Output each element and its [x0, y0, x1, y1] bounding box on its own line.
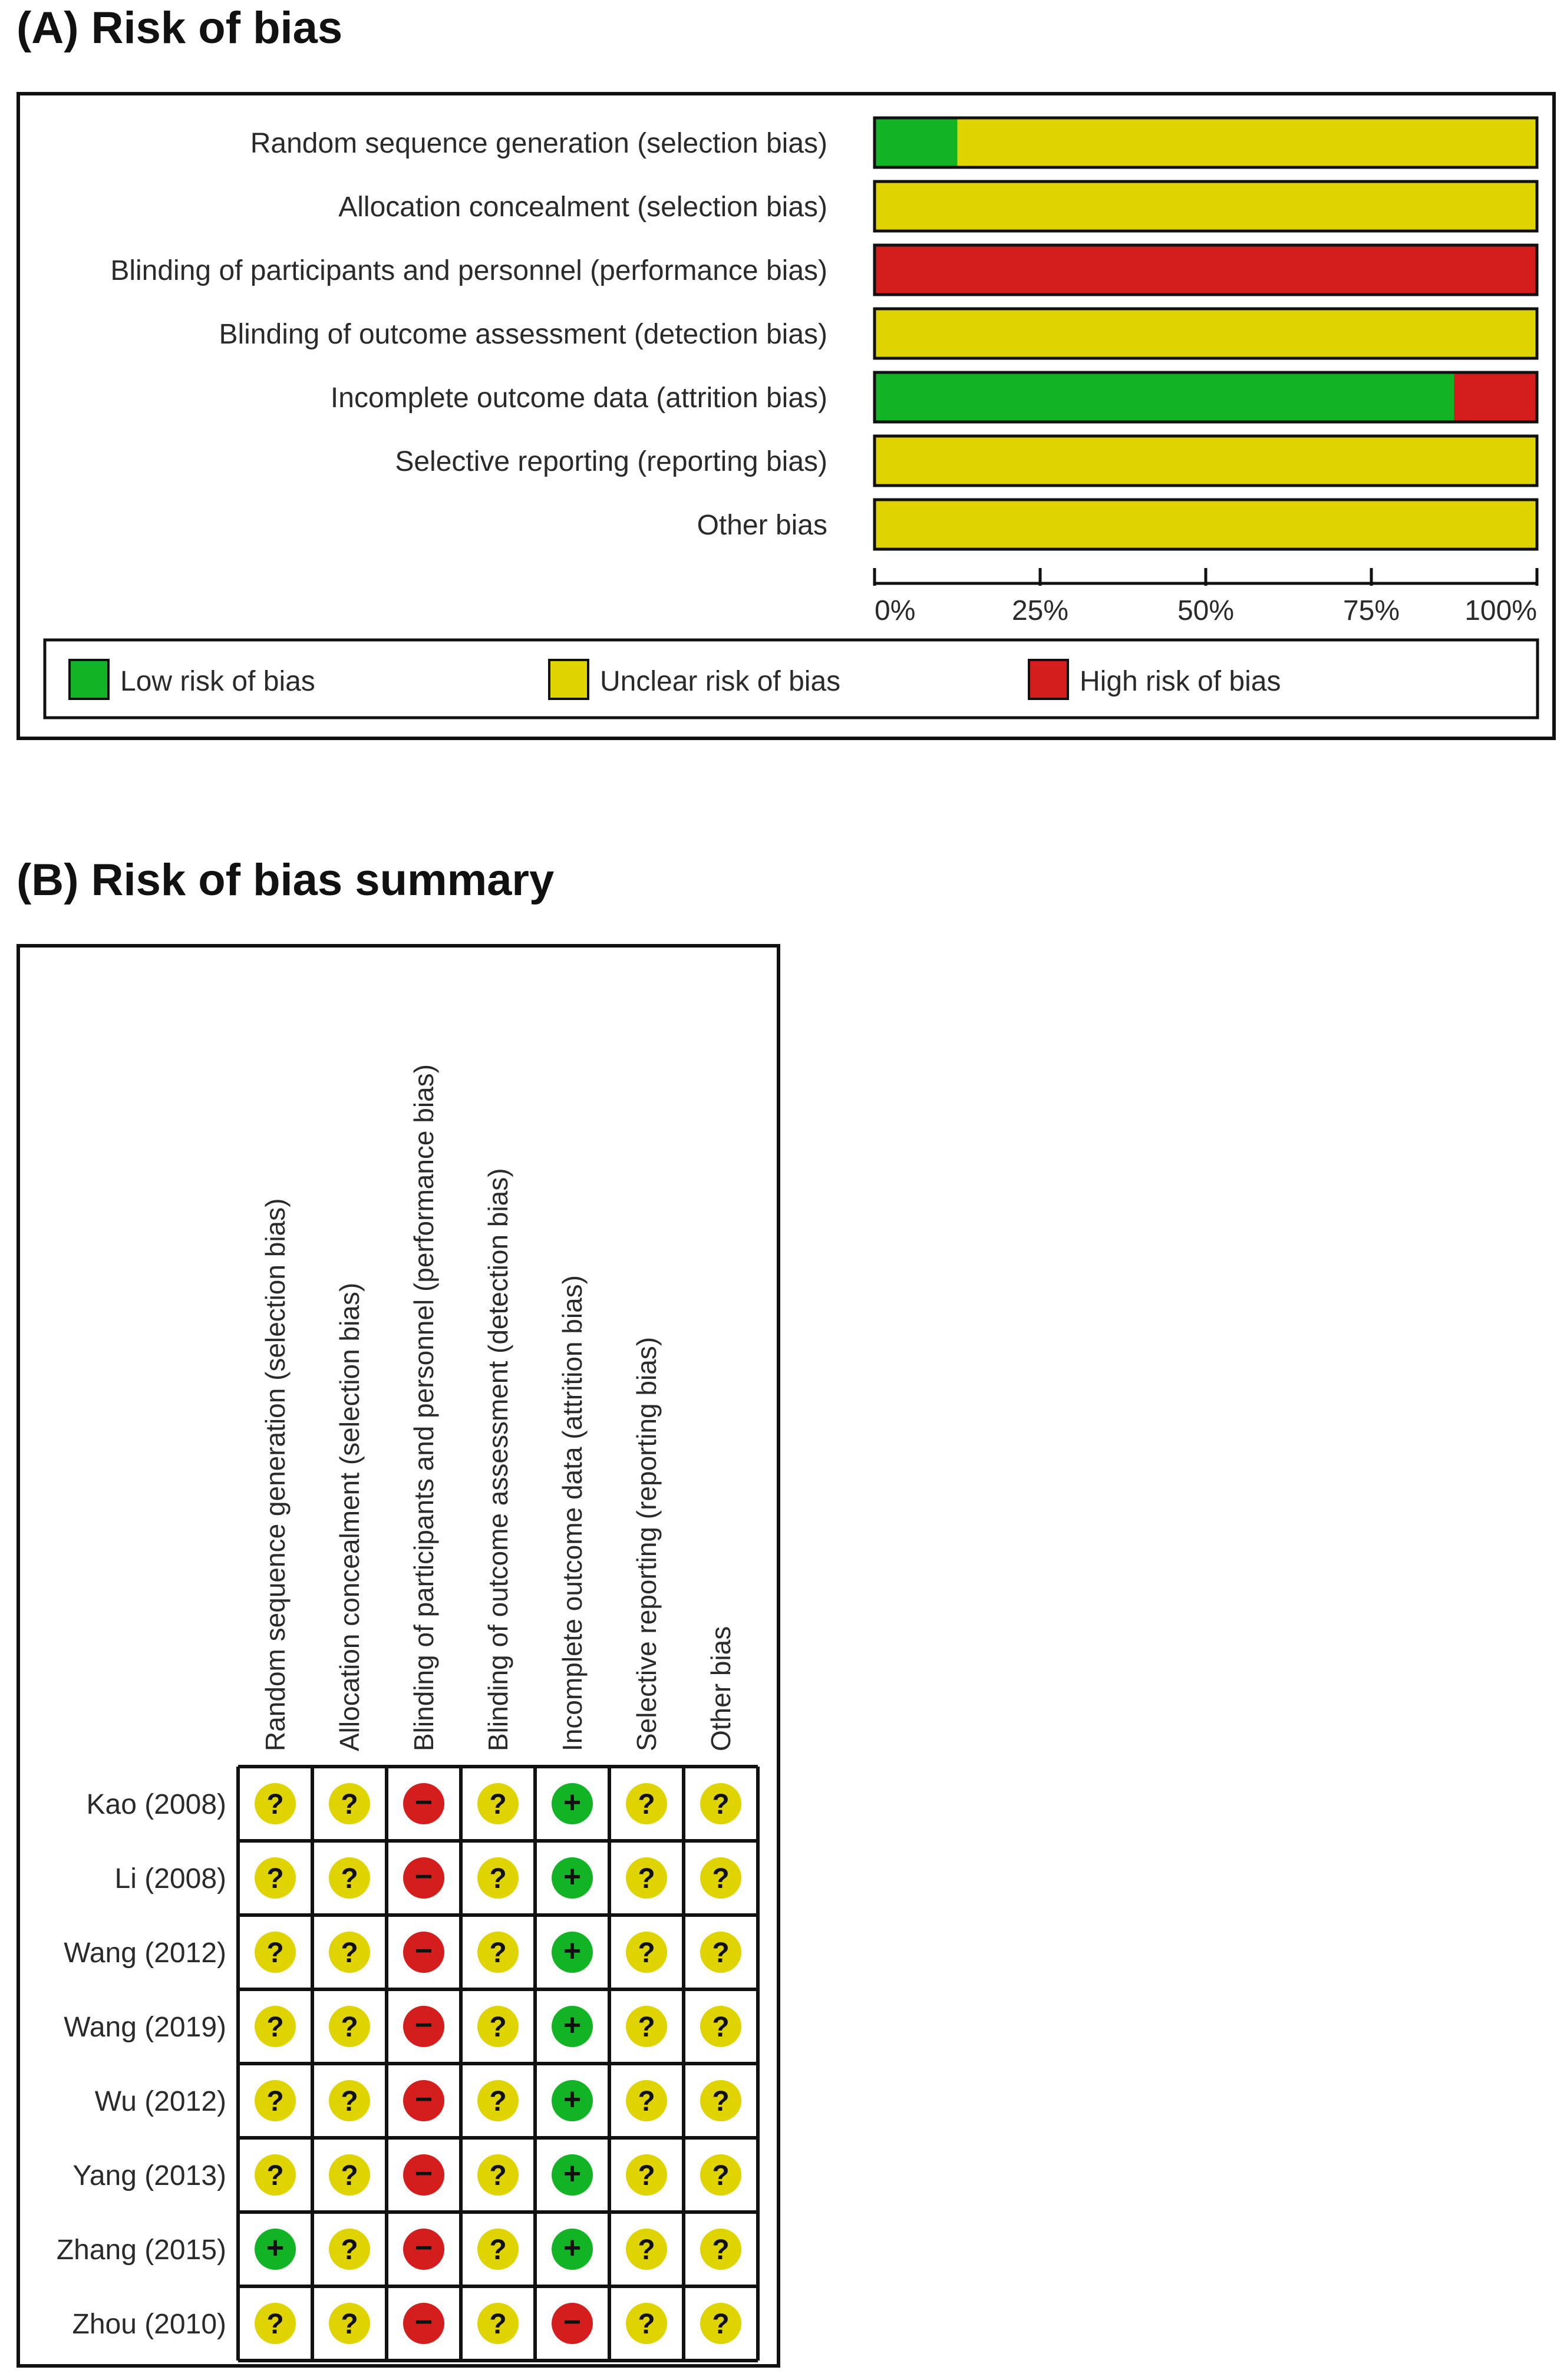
rating-unclear-icon: [329, 2229, 370, 2270]
study-label: Zhou (2010): [72, 2309, 226, 2340]
rating-symbol: ?: [266, 2309, 284, 2340]
bar-group-5: [331, 372, 1537, 422]
rating-unclear-icon: [626, 1783, 667, 1824]
legend-label: Unclear risk of bias: [600, 666, 841, 697]
column-header: Random sequence generation (selection bias): [260, 1198, 291, 1751]
rating-unclear-icon: [626, 2006, 667, 2047]
study-label: Wang (2012): [64, 1937, 226, 1969]
rating-high-icon: [403, 2229, 444, 2270]
bar-group-7: [697, 500, 1537, 549]
rating-unclear-icon: [329, 2154, 370, 2196]
rating-low-icon: [552, 1857, 593, 1899]
column-header: Blinding of participants and personnel (performance bias): [408, 1064, 439, 1751]
rating-unclear-icon: [477, 2080, 519, 2121]
rating-unclear-icon: [626, 1932, 667, 1973]
column-header: Blinding of outcome assessment (detection bias): [483, 1168, 513, 1751]
rating-symbol: −: [414, 2082, 433, 2117]
column-header: Allocation concealment (selection bias): [334, 1282, 365, 1751]
rating-symbol: −: [563, 2305, 582, 2339]
bar-group-6: [395, 436, 1537, 486]
rating-high-icon: [552, 2303, 593, 2344]
rating-unclear-icon: [329, 2080, 370, 2121]
legend-swatch: [549, 660, 588, 699]
x-tick-label: 100%: [1464, 595, 1537, 626]
rating-unclear-icon: [626, 2303, 667, 2344]
rating-symbol: ?: [638, 2234, 655, 2266]
rating-unclear-icon: [626, 2229, 667, 2270]
rating-unclear-icon: [255, 2006, 296, 2047]
rating-low-icon: [552, 2006, 593, 2047]
study-label: Wang (2019): [64, 2012, 226, 2043]
bar-group-3: [110, 245, 1537, 295]
x-tick-label: 0%: [875, 595, 916, 626]
category-label: Allocation concealment (selection bias): [338, 192, 827, 223]
column-header: Other bias: [705, 1626, 736, 1751]
rating-unclear-icon: [477, 2303, 519, 2344]
rating-symbol: −: [414, 2231, 433, 2265]
bar-segment-unclear: [875, 500, 1537, 549]
rating-symbol: ?: [638, 2160, 655, 2191]
rating-symbol: ?: [266, 1937, 284, 1969]
legend-label: Low risk of bias: [120, 666, 315, 697]
study-label: Wu (2012): [94, 2086, 226, 2117]
rating-unclear-icon: [626, 2080, 667, 2121]
rating-high-icon: [403, 2154, 444, 2196]
rating-unclear-icon: [477, 1783, 519, 1824]
rating-unclear-icon: [477, 2229, 519, 2270]
rating-symbol: +: [563, 2157, 582, 2191]
rating-high-icon: [403, 2080, 444, 2121]
rating-unclear-icon: [477, 2154, 519, 2196]
rating-symbol: ?: [489, 2234, 507, 2266]
rating-symbol: ?: [266, 2160, 284, 2191]
rating-unclear-icon: [626, 2154, 667, 2196]
rating-low-icon: [552, 2229, 593, 2270]
rating-unclear-icon: [700, 1783, 741, 1824]
bar-segment-unclear: [875, 436, 1537, 486]
bar-segment-unclear: [875, 309, 1537, 358]
panel-b-title: (B) Risk of bias summary: [17, 855, 555, 905]
rating-low-icon: [552, 2080, 593, 2121]
rating-unclear-icon: [329, 1932, 370, 1973]
rating-symbol: ?: [266, 2086, 284, 2117]
legend-swatch: [70, 660, 108, 699]
rating-symbol: ?: [638, 2012, 655, 2043]
legend-label: High risk of bias: [1080, 666, 1281, 697]
rating-unclear-icon: [626, 1857, 667, 1899]
legend-item-unclear: [549, 660, 840, 699]
rating-symbol: ?: [266, 1863, 284, 1894]
rating-low-icon: [552, 2154, 593, 2196]
rating-high-icon: [403, 2303, 444, 2344]
rating-symbol: ?: [638, 1789, 655, 1820]
study-label: Kao (2008): [86, 1789, 226, 1820]
bar-segment-low: [875, 118, 958, 167]
column-header: Incomplete outcome data (attrition bias): [557, 1275, 588, 1751]
rating-symbol: ?: [341, 2086, 358, 2117]
rating-high-icon: [403, 1857, 444, 1899]
study-label: Yang (2013): [72, 2160, 226, 2191]
rating-low-icon: [552, 1932, 593, 1973]
rating-low-icon: [255, 2229, 296, 2270]
bar-segment-high: [875, 245, 1537, 295]
legend-item-low: [70, 660, 315, 699]
bar-segment-unclear: [958, 118, 1538, 167]
rating-symbol: ?: [341, 2309, 358, 2340]
rating-unclear-icon: [700, 2006, 741, 2047]
x-tick-label: 75%: [1342, 595, 1400, 626]
rating-symbol: ?: [341, 2012, 358, 2043]
rating-symbol: −: [414, 1785, 433, 1820]
rating-symbol: ?: [712, 2234, 730, 2266]
rating-symbol: ?: [341, 2160, 358, 2191]
rating-unclear-icon: [255, 2080, 296, 2121]
rating-symbol: ?: [638, 1937, 655, 1969]
rating-unclear-icon: [329, 1783, 370, 1824]
category-label: Selective reporting (reporting bias): [395, 446, 827, 477]
bar-group-2: [338, 181, 1537, 231]
rating-symbol: +: [563, 1860, 582, 1894]
rating-symbol: ?: [489, 2309, 507, 2340]
rating-symbol: −: [414, 1860, 433, 1894]
rating-symbol: ?: [489, 1789, 507, 1820]
study-label: Li (2008): [114, 1863, 226, 1894]
category-label: Random sequence generation (selection bias): [250, 128, 827, 159]
rating-symbol: ?: [489, 2160, 507, 2191]
bar-segment-unclear: [875, 181, 1537, 231]
rating-symbol: +: [563, 1934, 582, 1968]
rating-symbol: −: [414, 1934, 433, 1968]
bar-segment-high: [1454, 372, 1538, 422]
x-tick-label: 25%: [1011, 595, 1069, 626]
legend-item-high: [1029, 660, 1281, 699]
legend-swatch: [1029, 660, 1068, 699]
rating-unclear-icon: [329, 2303, 370, 2344]
rating-symbol: ?: [341, 2234, 358, 2266]
category-label: Other bias: [697, 510, 827, 541]
rating-symbol: −: [414, 2305, 433, 2339]
rating-symbol: ?: [638, 2309, 655, 2340]
rating-unclear-icon: [477, 2006, 519, 2047]
rating-unclear-icon: [255, 1932, 296, 1973]
bar-group-1: [250, 118, 1537, 167]
x-tick-label: 50%: [1177, 595, 1235, 626]
rating-symbol: ?: [638, 1863, 655, 1894]
category-label: Blinding of outcome assessment (detection bias): [219, 319, 827, 350]
rating-symbol: +: [563, 1785, 582, 1820]
rating-unclear-icon: [700, 1932, 741, 1973]
category-label: Blinding of participants and personnel (performance bias): [110, 255, 827, 286]
rating-symbol: ?: [712, 2012, 730, 2043]
rating-symbol: +: [563, 2008, 582, 2042]
rating-symbol: ?: [712, 1863, 730, 1894]
rating-symbol: −: [414, 2157, 433, 2191]
study-label: Zhang (2015): [56, 2234, 226, 2266]
category-label: Incomplete outcome data (attrition bias): [330, 382, 827, 414]
rating-unclear-icon: [700, 2080, 741, 2121]
rating-symbol: +: [563, 2231, 582, 2265]
rating-symbol: ?: [712, 2086, 730, 2117]
rating-unclear-icon: [255, 1857, 296, 1899]
rating-symbol: ?: [638, 2086, 655, 2117]
rating-symbol: ?: [712, 2160, 730, 2191]
rating-unclear-icon: [255, 1783, 296, 1824]
rating-symbol: ?: [712, 1789, 730, 1820]
rating-symbol: ?: [489, 1937, 507, 1969]
panel-a-title: (A) Risk of bias: [17, 3, 343, 53]
rating-symbol: +: [563, 2082, 582, 2117]
rating-unclear-icon: [477, 1857, 519, 1899]
rating-unclear-icon: [329, 2006, 370, 2047]
rating-symbol: ?: [712, 1937, 730, 1969]
rating-unclear-icon: [700, 2229, 741, 2270]
rating-high-icon: [403, 1783, 444, 1824]
rating-high-icon: [403, 2006, 444, 2047]
rating-symbol: ?: [489, 1863, 507, 1894]
rating-symbol: +: [266, 2231, 285, 2265]
rating-symbol: ?: [266, 2012, 284, 2043]
rating-unclear-icon: [255, 2303, 296, 2344]
rating-low-icon: [552, 1783, 593, 1824]
column-header: Selective reporting (reporting bias): [631, 1336, 662, 1751]
rating-unclear-icon: [700, 1857, 741, 1899]
rating-high-icon: [403, 1932, 444, 1973]
rating-unclear-icon: [700, 2303, 741, 2344]
rating-symbol: ?: [712, 2309, 730, 2340]
bar-segment-low: [875, 372, 1454, 422]
rating-unclear-icon: [329, 1857, 370, 1899]
rating-symbol: ?: [266, 1789, 284, 1820]
rating-symbol: ?: [341, 1863, 358, 1894]
rating-unclear-icon: [477, 1932, 519, 1973]
bar-group-4: [219, 309, 1537, 358]
rating-symbol: ?: [341, 1937, 358, 1969]
rating-symbol: ?: [489, 2012, 507, 2043]
rating-unclear-icon: [700, 2154, 741, 2196]
rating-symbol: ?: [341, 1789, 358, 1820]
rating-symbol: −: [414, 2008, 433, 2042]
rating-unclear-icon: [255, 2154, 296, 2196]
rating-symbol: ?: [489, 2086, 507, 2117]
